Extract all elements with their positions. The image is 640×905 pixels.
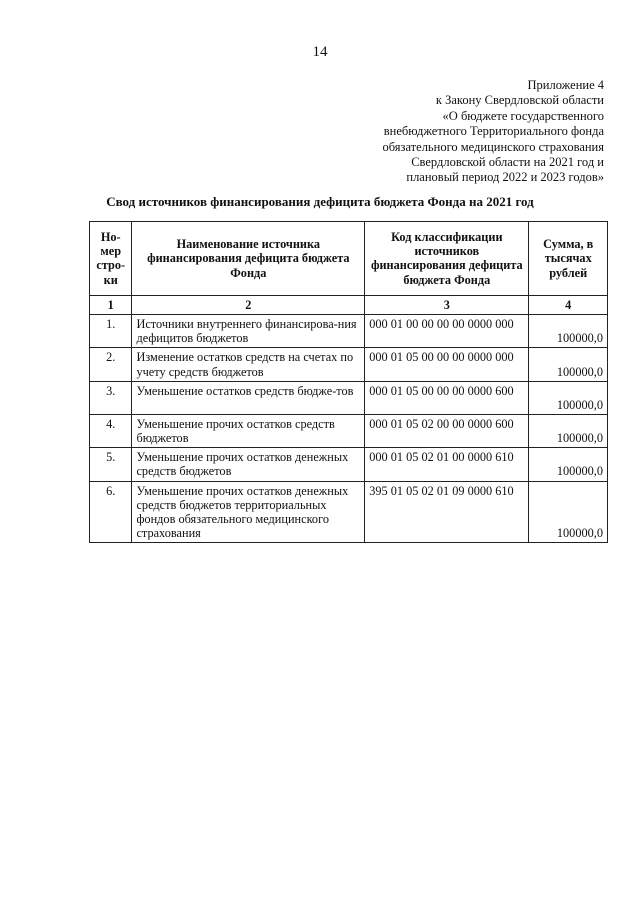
row-code: 000 01 05 00 00 00 0000 000	[365, 348, 529, 381]
column-number: 4	[529, 295, 608, 314]
appendix-line: «О бюджете государственного	[442, 108, 604, 123]
row-code: 395 01 05 02 01 09 0000 610	[365, 481, 529, 543]
appendix-line: внебюджетного Территориального фонда	[383, 124, 604, 139]
page-number: 14	[312, 44, 328, 60]
appendix-block	[344, 78, 604, 186]
row-number: 5.	[90, 448, 132, 481]
table-row	[90, 481, 608, 543]
row-name: Уменьшение прочих остатков средств бюджетов	[132, 414, 365, 447]
row-sum: 100000,0	[529, 481, 608, 543]
row-code: 000 01 00 00 00 00 0000 000	[365, 315, 529, 348]
row-number: 2.	[90, 348, 132, 381]
appendix-line: к Закону Свердловской области	[435, 93, 604, 108]
row-name: Уменьшение остатков средств бюдже-тов	[132, 381, 365, 414]
row-sum: 100000,0	[529, 448, 608, 481]
header-sum: Сумма, в тысячах рублей	[529, 222, 608, 296]
appendix-line: плановый период 2022 и 2023 годов»	[406, 170, 604, 185]
row-sum: 100000,0	[529, 315, 608, 348]
row-name: Уменьшение прочих остатков денежных средств бюджетов территориальных фондов обязательного медицинского страхования	[132, 481, 365, 543]
row-code: 000 01 05 00 00 00 0000 600	[365, 381, 529, 414]
row-sum: 100000,0	[529, 348, 608, 381]
header-row-number: Но-мер стро-ки	[90, 222, 132, 296]
appendix-line: обязательного медицинского страхования	[382, 139, 604, 154]
table-header-row	[90, 222, 608, 296]
row-sum: 100000,0	[529, 414, 608, 447]
header-classification-code: Код классификации источников финансирования дефицита бюджета Фонда	[365, 222, 529, 296]
table-row	[90, 414, 608, 447]
row-name: Уменьшение прочих остатков денежных средств бюджетов	[132, 448, 365, 481]
row-number: 4.	[90, 414, 132, 447]
row-number: 1.	[90, 315, 132, 348]
column-number: 1	[90, 295, 132, 314]
row-number: 3.	[90, 381, 132, 414]
row-number: 6.	[90, 481, 132, 543]
column-number: 2	[132, 295, 365, 314]
row-name: Изменение остатков средств на счетах по учету средств бюджетов	[132, 348, 365, 381]
column-number: 3	[365, 295, 529, 314]
table-row	[90, 381, 608, 414]
table-row	[90, 448, 608, 481]
row-code: 000 01 05 02 01 00 0000 610	[365, 448, 529, 481]
column-numbering-row	[90, 295, 608, 314]
header-source-name: Наименование источника финансирования дефицита бюджета Фонда	[132, 222, 365, 296]
appendix-line: Свердловской области на 2021 год и	[411, 155, 604, 170]
table-row	[90, 348, 608, 381]
row-name: Источники внутреннего финансирова-ния дефицитов бюджетов	[132, 315, 365, 348]
appendix-line: Приложение 4	[527, 78, 604, 92]
document-title: Свод источников финансирования дефицита бюджета Фонда на 2021 год	[106, 194, 534, 209]
row-code: 000 01 05 02 00 00 0000 600	[365, 414, 529, 447]
row-sum: 100000,0	[529, 381, 608, 414]
table-row	[90, 315, 608, 348]
budget-sources-table	[89, 221, 608, 543]
